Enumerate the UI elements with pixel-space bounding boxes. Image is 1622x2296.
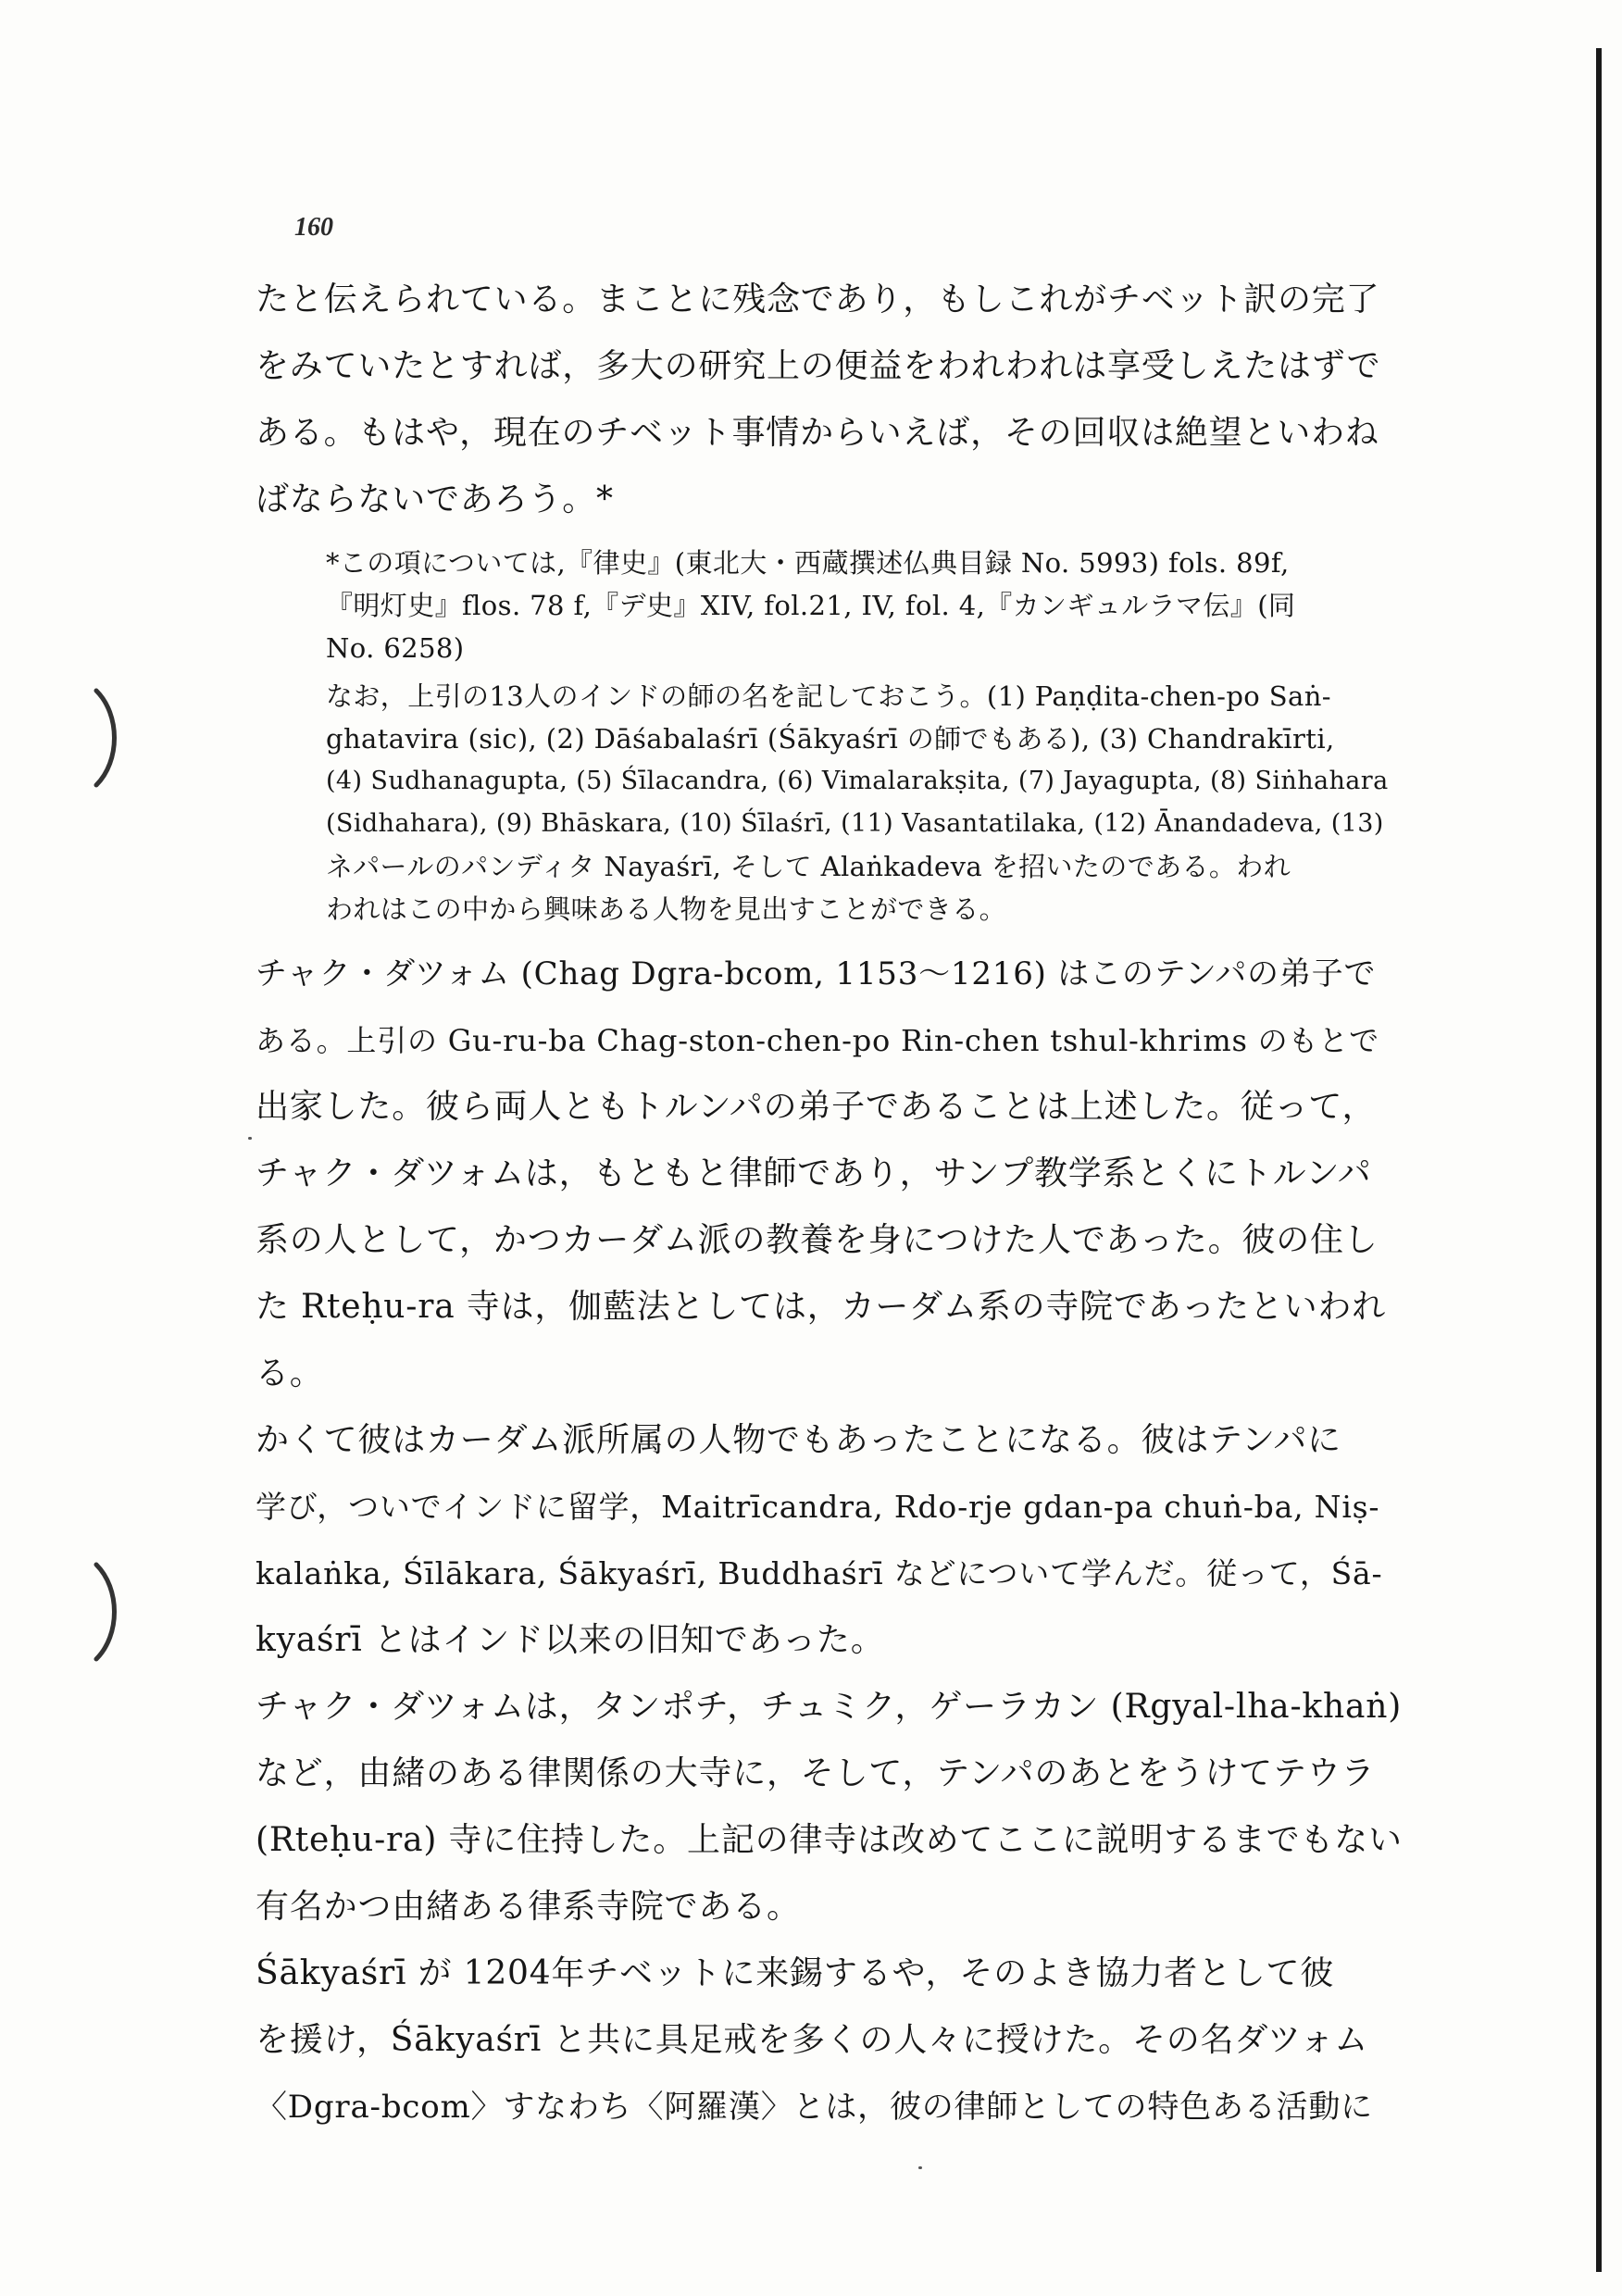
text-line: 学び，ついでインドに留学，Maitrīcandra, Rdo-rje gdan-pa chuṅ-ba, Niṣ- [256, 1489, 1380, 1525]
text-line: たと伝えられている。まことに残念であり，もしこれがチベット訳の完了 [256, 281, 1380, 318]
text-line: 出家した。彼ら両人ともトルンパの弟子であることは上述した。従って， [256, 1088, 1377, 1126]
footnote-line: なお，上引の13人のインドの師の名を記しておこう。(1) Paṇḍita-chen-po Saṅ- [326, 680, 1331, 712]
text-line: (Rteḥu-ra) 寺に住持した。上記の律寺は改めてここに説明するまでもない [256, 1821, 1403, 1859]
text-line: ばならないであろう。* [256, 480, 614, 518]
footnote-line: 『明灯史』flos. 78 f,『デ史』XIV, fol.21, IV, fol. 4,『カンギュルラマ伝』(同 [326, 590, 1296, 621]
footnote-line: (Sidhahara), (9) Bhāskara, (10) Śīlaśrī, (11) Vasantatilaka, (12) Ānandadeva, (13) [326, 809, 1384, 838]
paragraph-2 [256, 952, 1404, 1396]
text-line: た Rteḥu-ra 寺は，伽藍法としては，カーダム系の寺院であったといわれ [256, 1288, 1387, 1326]
footnote-line: (4) Sudhanagupta, (5) Śīlacandra, (6) Vimalarakṣita, (7) Jayagupta, (8) Siṅhahara [326, 767, 1389, 795]
page-number: 160 [294, 213, 333, 242]
paragraph-3 [256, 1418, 1404, 1663]
paragraph-1 [256, 278, 1404, 522]
page-edge-rule [1596, 48, 1602, 2272]
text-line: kalaṅka, Śīlākara, Śākyaśrī, Buddhaśrī などについて学んだ。従って，Śā- [256, 1555, 1383, 1591]
text-line: かくて彼はカーダム派所属の人物でもあったことになる。彼はテンパに [256, 1421, 1341, 1459]
text-line: ある。もはや，現在のチベット事情からいえば，その回収は絶望といわね [256, 414, 1379, 452]
text-line: kyaśrī とはインド以来の旧知であった。 [256, 1621, 885, 1659]
footnote-line: No. 6258) [326, 632, 465, 664]
paragraph-5 [256, 1952, 1404, 2129]
scan-speck [918, 2166, 922, 2169]
text-line: チャク・ダツォム (Chag Dgra-bcom, 1153〜1216) はこのテンパの弟子で [256, 955, 1377, 992]
text-line: 系の人として，かつカーダム派の教養を身につけた人であった。彼の住し [256, 1221, 1379, 1259]
text-line: る。 [256, 1354, 324, 1392]
footnote-line: ghatavira (sic), (2) Dāśabalaśrī (Śākyaśrī の師でもある), (3) Chandrakīrti, [326, 723, 1335, 755]
text-line: 〈Dgra-bcom〉すなわち〈阿羅漢〉とは，彼の律師としての特色ある活動に [256, 2089, 1373, 2126]
text-line: など，由緒のある律関係の大寺に，そして，テンパのあとをうけてテウラ [256, 1754, 1376, 1792]
paragraph-4 [256, 1685, 1404, 1929]
text-line: を援け，Śākyaśrī と共に具足戒を多くの人々に授けた。その名ダツォム [256, 2021, 1369, 2059]
footnote-line: *この項については,『律史』(東北大・西蔵撰述仏典目録 No. 5993) fols. 89f, [326, 547, 1290, 579]
text-line: チャク・ダツォムは，タンポチ，チュミク，ゲーラカン (Rgyal-lha-khaṅ) [256, 1688, 1403, 1726]
binding-hole-mark [93, 1561, 124, 1663]
text-line: ある。上引の Gu-ru-ba Chag-ston-chen-po Rin-chen tshul-khrims のもとで [256, 1023, 1379, 1058]
footnote-line: われはこの中から興味ある人物を見出すことができる。 [326, 893, 1007, 925]
text-line: 有名かつ由緒ある律系寺院である。 [256, 1888, 801, 1926]
binding-hole-mark [93, 687, 124, 789]
footnote-line: ネパールのパンディタ Nayaśrī, そして Alaṅkadeva を招いたのである。われ [326, 851, 1291, 882]
text-line: チャク・ダツォムは，もともと律師であり，サンプ教学系とくにトルンパ [256, 1154, 1372, 1192]
footnote [326, 544, 1404, 928]
scan-speck [248, 1137, 252, 1140]
page-body [256, 278, 1404, 2152]
text-line: をみていたとすれば，多大の研究上の便益をわれわれは享受しえたはずで [256, 347, 1381, 385]
text-line: Śākyaśrī が 1204年チベットに来錫するや，そのよき協力者として彼 [256, 1954, 1335, 1992]
